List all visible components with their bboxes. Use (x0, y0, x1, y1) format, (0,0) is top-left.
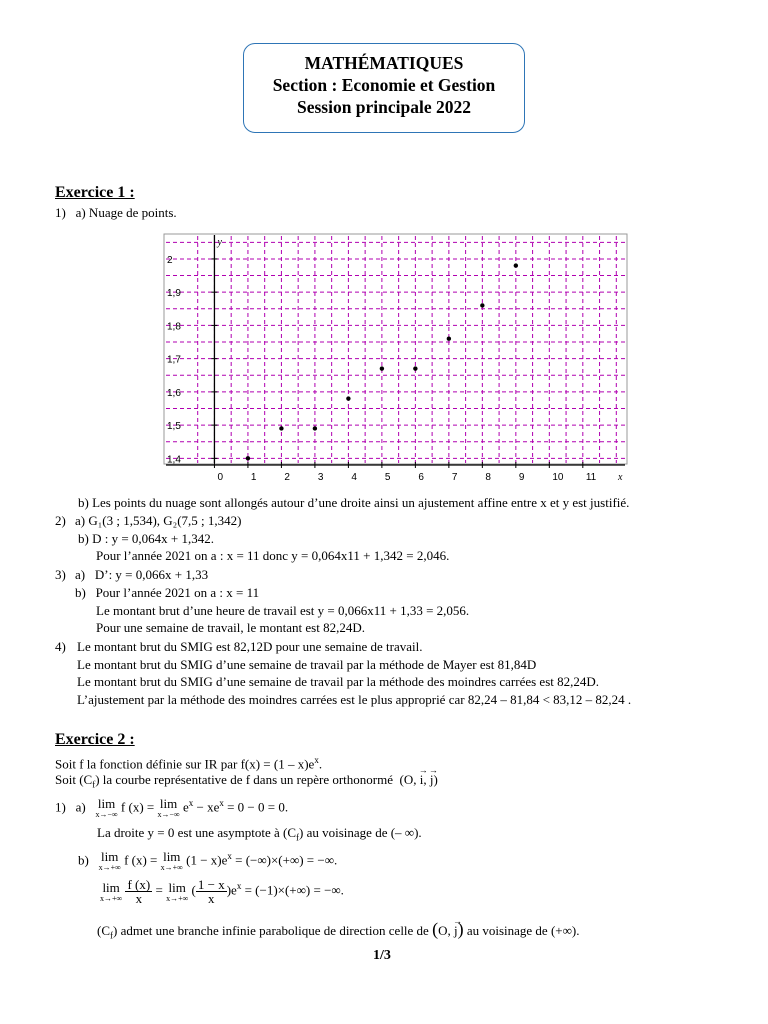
ex2-l1: Soit f la fonction définie sur IR par $f(x) = (1 - x)e^x$. (55, 755, 323, 772)
ex1-q2c: Pour l’année 2021 on a : x = 11 donc y = 0,064x11 + 1,342 = 2,046. (96, 548, 450, 563)
y-tick-label: 1,7 (167, 354, 181, 366)
q4-number: 4) (55, 639, 66, 654)
data-point (313, 426, 317, 430)
page-number: 1/3 (373, 948, 391, 963)
ex1-q3c: Le montant brut d’une heure de travail est y = 0,066x11 + 1,33 = 2,056. (96, 603, 470, 618)
x-axis-label: x (618, 472, 623, 483)
ex2-l5: b) lim x→+∞ f (x) = lim x→+∞ $(1 - x)e^x$ = (−∞)×(+∞) = −∞. (78, 849, 338, 873)
x-tick-label: 4 (351, 472, 357, 483)
section-title: Section : Economie et Gestion (272, 75, 496, 95)
ex1-q4b: Le montant brut du SMIG d’une semaine de travail par la méthode de Mayer est 81,84D (77, 657, 537, 672)
y-tick-label: 1,6 (167, 387, 181, 399)
data-point (346, 396, 350, 400)
y-tick-label: 1,4 (167, 454, 181, 466)
data-point (480, 303, 484, 307)
x-tick-label: 3 (317, 472, 324, 483)
x-tick-label: 11 (585, 472, 597, 483)
y-tick-label: 1,8 (167, 321, 181, 333)
data-point (380, 366, 384, 370)
x-tick-label: 8 (485, 472, 491, 483)
ex1-q4a: Le montant brut du SMIG est 82,12D pour une semaine de travail. (77, 639, 423, 654)
chart-frame (164, 234, 627, 464)
y-axis-label: y (217, 237, 222, 248)
x-tick-label: 0 (217, 472, 224, 483)
ex1-q1b: b) Les points du nuage sont allongés autour d’une droite ainsi un ajustement affine entre x et y est justifié. (78, 495, 630, 510)
x-tick-label: 6 (418, 472, 424, 483)
header-box (243, 43, 525, 133)
x-tick-label: 10 (552, 472, 564, 483)
x-tick-label: 1 (250, 472, 257, 483)
ex2-l3: 1) a) lim x→−∞ f (x) = lim x→−∞ $e^x - xe^x = 0 - 0 = 0$. (55, 796, 289, 820)
scatter-chart (163, 233, 628, 493)
ex1-q3b: b) Pour l’année 2021 on a : x = 11 (75, 585, 260, 600)
y-tick-label: 1,5 (167, 421, 181, 433)
ex2-l4: La droite y = 0 est une asymptote à $(C_f)$ au voisinage de (– ∞). (97, 825, 422, 843)
ex1-q4d: L’ajustement par la méthode des moindres carrées est le plus approprié car 82,24 – 81,84 < 83,12 – 82,24 . (77, 692, 632, 707)
ex1-q1a: 1) a) Nuage de points. (55, 205, 177, 220)
data-point (413, 366, 417, 370)
ex2-l2: Soit $(C_f)$ la courbe représentative de f dans un repère orthonormé (O, → i, → j) (55, 772, 438, 793)
ex1-q2b: b) D : y = 0,064x + 1,342. (78, 531, 214, 546)
data-point (447, 337, 451, 341)
ex2-l7: $(C_f)$ admet une branche infinie parabolique de direction celle de (O, → j) au voisinage de (+∞). (97, 921, 579, 944)
exercise-2-title: Exercice 2 : (55, 731, 135, 748)
exercise-1-title: Exercice 1 : (55, 184, 135, 201)
x-tick-label: 7 (451, 472, 458, 483)
ex1-q2a: a) G₁(3 ; 1,534), G₂(7,5 ; 1,342) (75, 513, 242, 528)
ex2-l6: lim x→+∞ $\frac{f (x)}{x}$ = lim x→+∞ ( $\frac{1 - x}{x}$ )$e^x = (-1)\times(+\infty)$ = −∞. (100, 877, 344, 906)
ex1-q3d: Pour une semaine de travail, le montant est 82,24D. (96, 620, 365, 635)
scatter-chart-svg (163, 233, 628, 493)
ex1-q3a: a) D’: y = 0,066x + 1,33 (75, 567, 209, 582)
ex1-q4c: Le montant brut du SMIG d’une semaine de travail par la méthode des moindres carrées est 82,24D. (77, 674, 600, 689)
data-point (246, 456, 250, 460)
x-tick-label: 9 (518, 472, 525, 483)
data-point (279, 426, 283, 430)
y-tick-label: 1,9 (167, 288, 181, 300)
x-tick-label: 2 (284, 472, 290, 483)
session-title: Session principale 2022 (296, 97, 472, 117)
y-tick-label: 2 (167, 254, 173, 266)
q2-number: 2) (55, 513, 66, 528)
data-point (514, 263, 518, 267)
x-tick-label: 5 (384, 472, 391, 483)
subject-title: MATHÉMATIQUES (304, 53, 464, 73)
q3-number: 3) (55, 567, 66, 582)
